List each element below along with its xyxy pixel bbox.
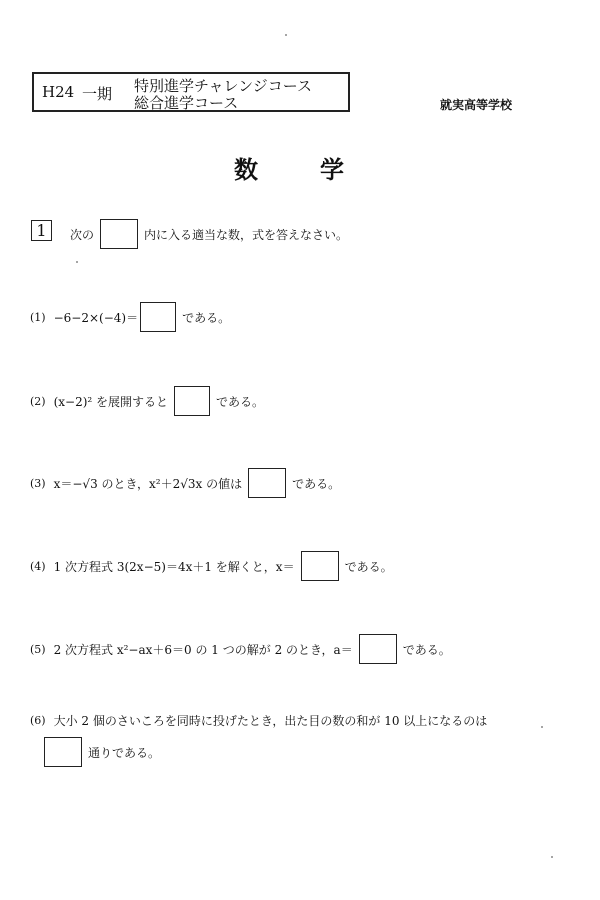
problem-2 — [30, 386, 264, 416]
section-instruction — [70, 219, 348, 249]
subject-title: 数学 — [234, 155, 406, 184]
problem-suffix: である。 — [402, 642, 451, 657]
problem-label: (2) — [30, 394, 46, 408]
problem-text: x＝−√3 のとき，x²＋2√3x の値は — [53, 476, 243, 491]
exam-period: 一期 — [82, 85, 113, 103]
example-answer-box — [100, 219, 138, 249]
problem-4 — [30, 551, 393, 581]
problem-label: (3) — [30, 476, 46, 490]
instruction-pre: 次の — [70, 227, 95, 242]
problem-text: 2 次方程式 x²−ax＋6＝0 の 1 つの解が 2 のとき，a＝ — [53, 642, 353, 657]
exam-year: H24 — [42, 83, 75, 101]
problem-1 — [30, 302, 230, 332]
problem-suffix: である。 — [182, 310, 231, 325]
course-name-special: 特別進学チャレンジコース — [134, 77, 313, 95]
answer-box-1[interactable] — [140, 302, 176, 332]
instruction-post: 内に入る適当な数，式を答えなさい。 — [144, 227, 349, 242]
problem-6 — [30, 712, 487, 729]
problem-suffix: である。 — [292, 476, 341, 491]
problem-suffix: である。 — [344, 559, 393, 574]
problem-suffix: 通りである。 — [88, 745, 161, 760]
problem-label: (5) — [30, 642, 46, 656]
answer-box-4[interactable] — [301, 551, 339, 581]
course-name-general: 総合進学コース — [134, 94, 239, 112]
problem-3 — [30, 468, 340, 498]
answer-box-2[interactable] — [174, 386, 210, 416]
answer-box-5[interactable] — [359, 634, 397, 664]
answer-box-6[interactable] — [44, 737, 82, 767]
problem-suffix: である。 — [216, 394, 265, 409]
scan-speck — [541, 726, 543, 728]
problem-text: 1 次方程式 3(2x−5)＝4x＋1 を解くと，x＝ — [53, 559, 295, 574]
problem-6-answer-line — [44, 737, 160, 767]
problem-label: (4) — [30, 559, 46, 573]
exam-header-box — [32, 72, 350, 112]
problem-text: −6−2×(−4)＝ — [53, 310, 139, 325]
problem-label: (6) — [30, 714, 46, 727]
answer-box-3[interactable] — [248, 468, 286, 498]
scan-speck — [285, 34, 287, 36]
problem-5 — [30, 634, 451, 664]
problem-text: 大小 2 個のさいころを同時に投げたとき，出た目の数の和が 10 以上になるのは — [53, 714, 488, 728]
school-name: 就実高等学校 — [440, 98, 513, 112]
problem-label: (1) — [30, 310, 46, 324]
problem-text: (x−2)² を展開すると — [53, 394, 169, 409]
section-number: 1 — [31, 220, 52, 241]
scan-speck — [551, 856, 553, 858]
scan-speck — [76, 261, 78, 263]
